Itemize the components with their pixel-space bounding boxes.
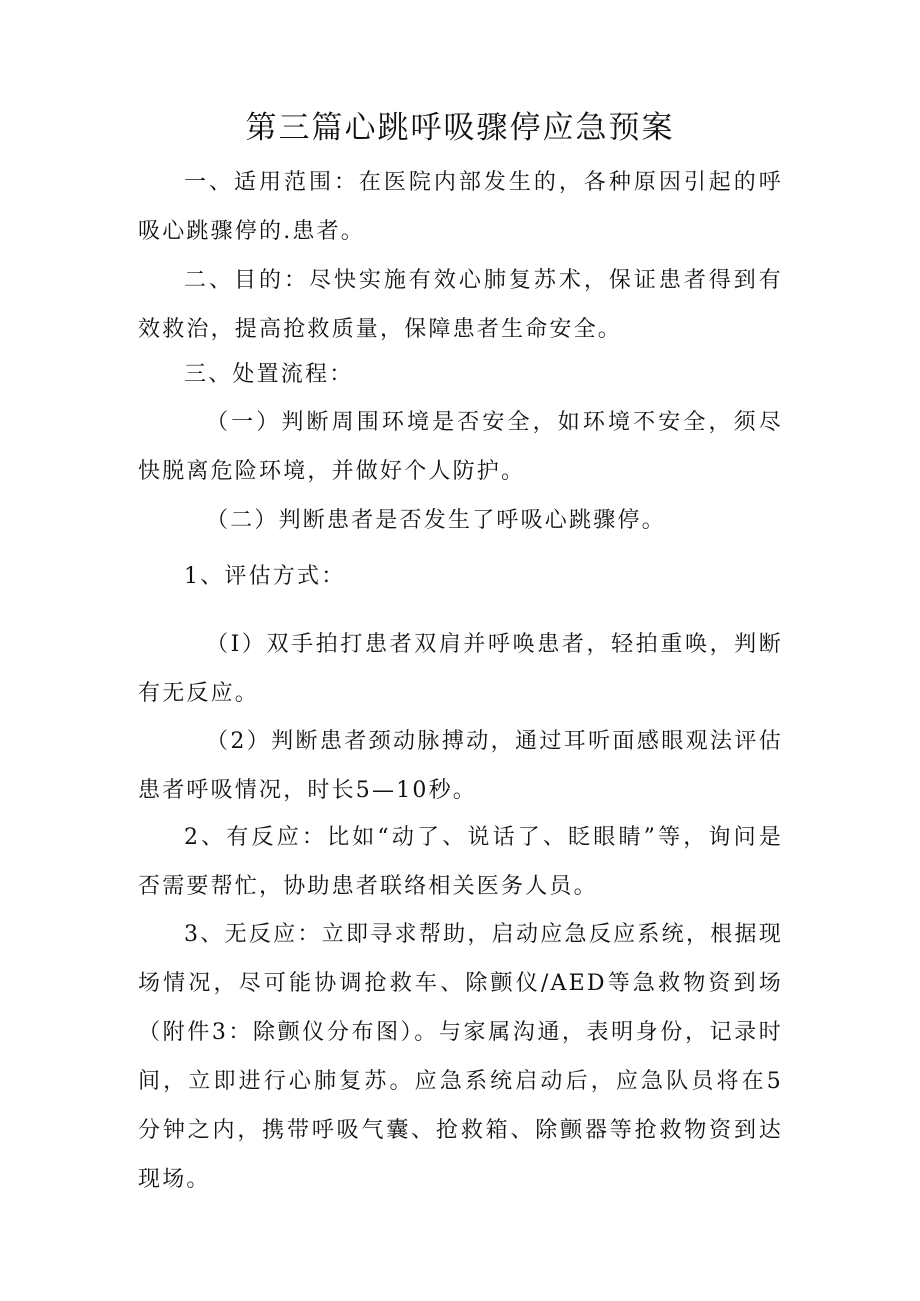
paragraph-unresponsive: 3、无反应：立即寻求帮助，启动应急反应系统，根据现场情况，尽可能协调抢救车、除颤仪/AED等急救物资到场（附件3：除颤仪分布图）。与家属沟通，表明身份，记录时间，立即进行心肺复苏。应急系统启动后，应急队员将在5分钟之内，携带呼吸气囊、抢救箱、除颤器等抢救物资到达现场。 xyxy=(138,922,783,1192)
paragraph-purpose: 二、目的：尽快实施有效心肺复苏术，保证患者得到有效救治，提高抢救质量，保障患者生命安全。 xyxy=(138,268,783,342)
paragraph-assessment-one: （I）双手拍打患者双肩并呼唤患者，轻拍重唤，判断有无反应。 xyxy=(138,632,783,706)
document-title: 第三篇心跳呼吸骤停应急预案 xyxy=(245,110,675,146)
paragraph-responsive: 2、有反应：比如“动了、说话了、眨眼睛”等，询问是否需要帮忙，协助患者联络相关医务人员。 xyxy=(138,825,783,899)
paragraph-assessment-two: （2）判断患者颈动脉搏动，通过耳听面感眼观法评估患者呼吸情况，时长5—10秒。 xyxy=(138,729,783,803)
paragraph-procedure-heading: 三、处置流程： xyxy=(184,362,354,387)
paragraph-step-one: （一）判断周围环境是否安全，如环境不安全，须尽快脱离危险环境，并做好个人防护。 xyxy=(138,410,783,484)
paragraph-assessment-heading: 1、评估方式： xyxy=(184,564,346,589)
paragraph-scope: 一、适用范围：在医院内部发生的，各种原因引起的呼吸心跳骤停的.患者。 xyxy=(138,170,783,244)
paragraph-step-two: （二）判断患者是否发生了呼吸心跳骤停。 xyxy=(206,508,666,533)
